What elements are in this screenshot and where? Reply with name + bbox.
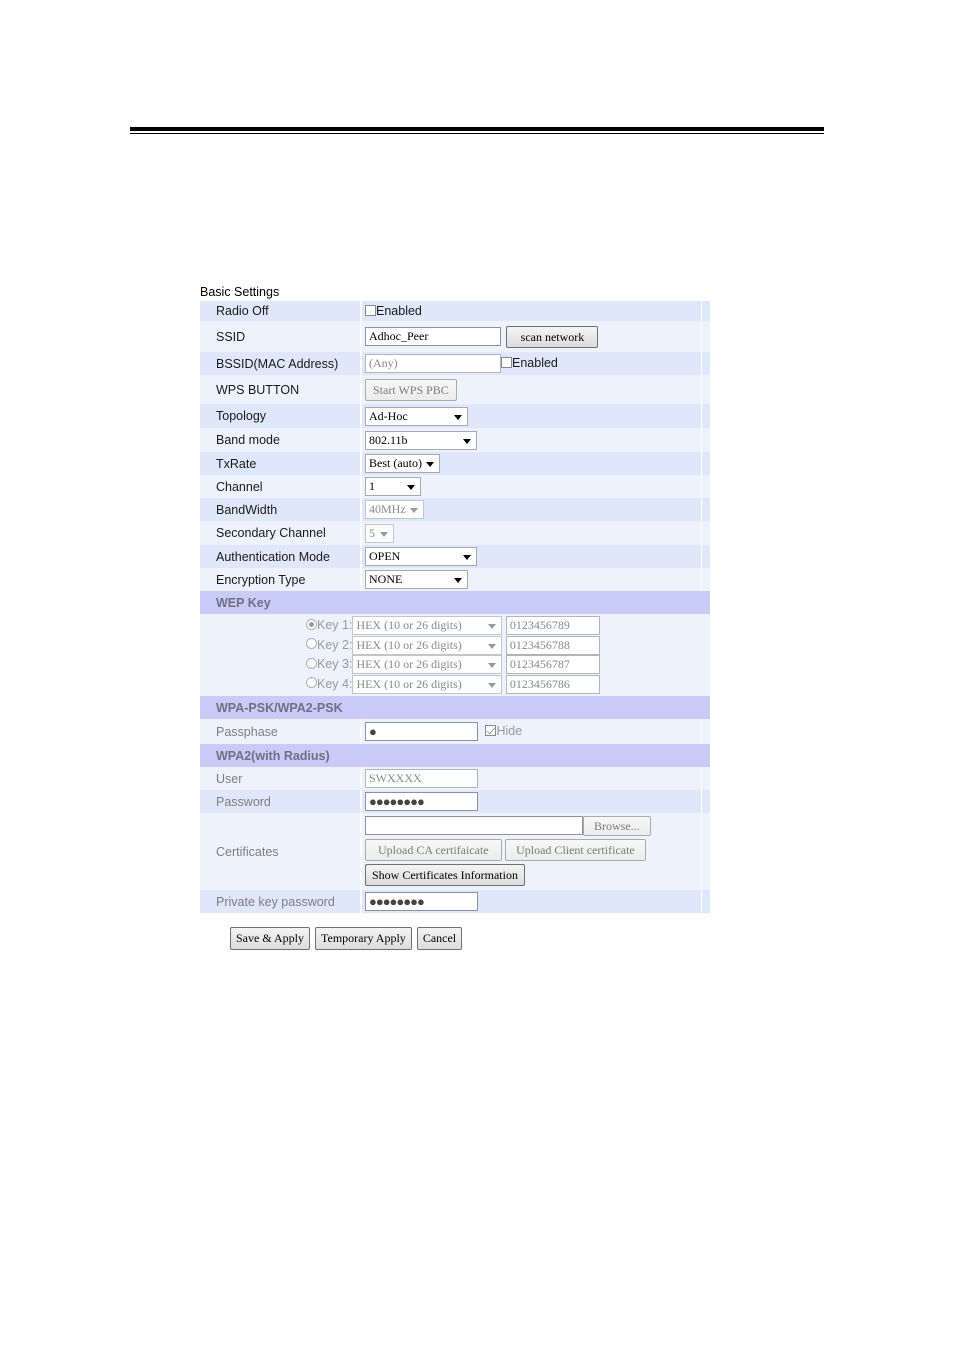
settings-table [200, 301, 710, 913]
encryption-value: NONE [369, 572, 403, 586]
certificates-label: Certificates [200, 813, 361, 890]
scan-network-button[interactable]: scan network [506, 326, 598, 348]
chevron-down-icon [488, 644, 496, 649]
header-rule-thin [130, 133, 824, 134]
auth-mode-label: Authentication Mode [200, 545, 361, 568]
wpa2-radius-section-header [200, 744, 710, 767]
ssid-input[interactable]: Adhoc_Peer [365, 327, 501, 346]
txrate-label: TxRate [200, 452, 361, 475]
band-mode-label: Band mode [200, 428, 361, 452]
secondary-channel-label: Secondary Channel [200, 521, 361, 545]
row-passphrase [200, 719, 710, 744]
wep-key4-radio[interactable] [306, 677, 317, 688]
chevron-down-icon [463, 555, 471, 560]
row-bandwidth [200, 498, 710, 521]
row-wps [200, 375, 710, 404]
wep-key3-label: Key 3: [317, 656, 353, 671]
wep-key4-format-select[interactable] [352, 675, 502, 694]
certificate-file-input[interactable] [365, 816, 583, 835]
wep-key-row [306, 675, 710, 695]
wep-key3-format: HEX (10 or 26 digits) [356, 657, 462, 671]
private-key-input[interactable] [365, 892, 478, 911]
upload-buttons-row [365, 839, 701, 864]
row-bssid [200, 352, 710, 375]
action-buttons [230, 927, 464, 950]
row-password [200, 790, 710, 813]
bssid-enabled-checkbox[interactable] [501, 357, 512, 368]
secondary-channel-value: 5 [369, 525, 375, 540]
chevron-down-icon [407, 485, 415, 490]
bandwidth-value: 40MHz [369, 502, 406, 516]
chevron-down-icon [410, 508, 418, 513]
wep-key-row [306, 616, 710, 636]
panel-title: Basic Settings [200, 285, 280, 299]
browse-button[interactable]: Browse... [583, 816, 651, 836]
row-wep-keys [200, 614, 710, 696]
topology-label: Topology [200, 404, 361, 428]
basic-settings-panel [200, 283, 710, 913]
topology-value: Ad-Hoc [369, 408, 408, 423]
wep-key3-format-select[interactable] [352, 655, 502, 674]
show-certificates-button[interactable]: Show Certificates Information [365, 864, 525, 886]
radio-off-enabled-label: Enabled [376, 304, 422, 318]
wep-key1-input[interactable]: 0123456789 [506, 616, 600, 635]
chevron-down-icon [380, 532, 388, 537]
topology-select[interactable] [365, 407, 468, 426]
row-txrate [200, 452, 710, 475]
password-input[interactable] [365, 792, 478, 811]
wep-keys-container [200, 614, 710, 696]
row-channel [200, 475, 710, 498]
txrate-select[interactable] [365, 454, 440, 473]
wps-label: WPS BUTTON [200, 375, 361, 404]
auth-mode-value: OPEN [369, 549, 401, 563]
txrate-value: Best (auto) [369, 456, 422, 470]
wep-key2-label: Key 2: [317, 637, 353, 652]
band-mode-select[interactable] [365, 431, 477, 450]
row-auth-mode [200, 545, 710, 568]
secondary-channel-select[interactable] [365, 524, 394, 543]
start-wps-pbc-button[interactable]: Start WPS PBC [365, 379, 457, 401]
row-band-mode [200, 428, 710, 452]
passphrase-mask: ● [369, 724, 376, 739]
wpa2-radius-section-title: WPA2(with Radius) [200, 744, 710, 767]
row-topology [200, 404, 710, 428]
band-mode-value: 802.11b [369, 432, 408, 447]
user-label: User [200, 767, 361, 790]
wep-key3-radio[interactable] [306, 658, 317, 669]
wep-key4-label: Key 4: [317, 676, 353, 691]
wep-key4-input[interactable]: 0123456786 [506, 675, 600, 694]
wep-key2-format: HEX (10 or 26 digits) [356, 637, 462, 652]
wep-key-row [306, 636, 710, 656]
channel-select[interactable] [365, 477, 421, 496]
private-key-label: Private key password [200, 890, 361, 913]
password-mask: ●●●●●●●● [369, 794, 424, 809]
password-label: Password [200, 790, 361, 813]
row-ssid [200, 321, 710, 352]
wep-key1-radio[interactable] [306, 619, 317, 630]
header-rule [130, 127, 824, 131]
wep-key4-format: HEX (10 or 26 digits) [356, 676, 462, 691]
channel-value: 1 [369, 479, 375, 493]
channel-label: Channel [200, 475, 361, 498]
show-cert-row [365, 864, 701, 888]
wep-section-title: WEP Key [200, 591, 710, 614]
encryption-select[interactable] [365, 570, 468, 589]
passphrase-input[interactable] [365, 722, 478, 741]
wep-key2-input[interactable]: 0123456788 [506, 636, 600, 655]
row-user [200, 767, 710, 790]
cancel-button[interactable]: Cancel [417, 927, 462, 950]
wep-key-row [306, 655, 710, 675]
wep-key1-format: HEX (10 or 26 digits) [356, 618, 462, 632]
chevron-down-icon [454, 415, 462, 420]
wpa-psk-section-title: WPA-PSK/WPA2-PSK [200, 696, 710, 719]
radio-off-checkbox[interactable] [365, 305, 376, 316]
ssid-label: SSID [200, 321, 361, 352]
auth-mode-select[interactable] [365, 547, 477, 566]
temporary-apply-button[interactable]: Temporary Apply [315, 927, 412, 950]
upload-ca-button[interactable]: Upload CA certifaicate [365, 839, 502, 861]
bssid-input[interactable]: (Any) [365, 354, 501, 373]
row-certificates [200, 813, 710, 890]
wep-key1-format-select[interactable] [352, 616, 502, 635]
private-key-mask: ●●●●●●●● [369, 894, 424, 909]
chevron-down-icon [426, 462, 434, 467]
passphrase-label: Passphase [200, 719, 361, 744]
row-secondary-channel [200, 521, 710, 545]
chevron-down-icon [454, 578, 462, 583]
wpa-psk-section-header [200, 696, 710, 719]
row-private-key [200, 890, 710, 913]
row-encryption [200, 568, 710, 591]
upload-client-button[interactable]: Upload Client certificate [505, 839, 646, 861]
user-input[interactable]: SWXXXX [365, 769, 478, 788]
wep-key1-label: Key 1: [317, 617, 353, 632]
chevron-down-icon [488, 624, 496, 629]
certificate-file-row [365, 816, 701, 839]
bssid-label: BSSID(MAC Address) [200, 352, 361, 375]
bandwidth-label: BandWidth [200, 498, 361, 521]
chevron-down-icon [488, 683, 496, 688]
encryption-label: Encryption Type [200, 568, 361, 591]
row-radio-off [200, 301, 710, 321]
wep-key3-input[interactable]: 0123456787 [506, 655, 600, 674]
wep-key2-radio[interactable] [306, 638, 317, 649]
radio-off-label: Radio Off [200, 301, 361, 321]
bssid-enabled-label: Enabled [512, 355, 558, 370]
wep-section-header [200, 591, 710, 614]
bandwidth-select[interactable] [365, 500, 424, 519]
chevron-down-icon [463, 439, 471, 444]
wep-key2-format-select[interactable] [352, 636, 502, 655]
hide-label: Hide [496, 723, 523, 738]
chevron-down-icon [488, 663, 496, 668]
hide-checkbox[interactable] [485, 725, 496, 736]
save-apply-button[interactable]: Save & Apply [230, 927, 310, 950]
